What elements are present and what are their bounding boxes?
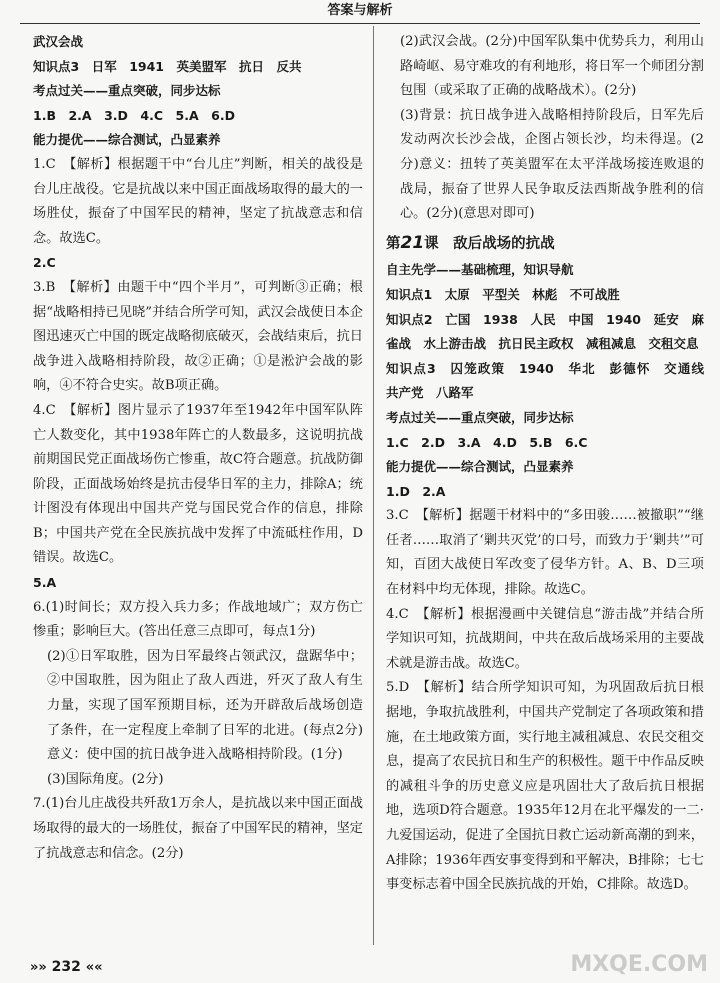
paragraph: 知识点1 太原 平型关 林彪 不可战胜 — [386, 286, 620, 302]
page-footer — [30, 959, 103, 975]
paragraph: 1.C 【解析】根据题干中“台儿庄”判断，相关的战役是台儿庄战役。它是抗战以来中国正面战场取得的最大的一场胜仗，振奋了中国军民的精神，坚定了抗战意志和信念。故选C。 — [33, 156, 363, 246]
page-header — [0, 0, 720, 24]
paragraph: (2)武汉会战。(2分)中国军队集中优势兵力，利用山路崎岖、易守难攻的有利地形，将日军一个师团分割包围（或采取了正确的战略战术）。(2分) — [400, 34, 704, 99]
paragraph: 知识点3 囚笼政策 1940 华北 彭德怀 交通线 共产党 八路军 — [386, 360, 717, 401]
paragraph: 1.C 2.D 3.A 4.D 5.B 6.C — [386, 434, 588, 450]
lesson-number: 21 — [400, 232, 425, 253]
paragraph: 知识点3 日军 1941 英美盟军 抗日 反共 — [33, 58, 302, 74]
right-column — [386, 30, 717, 898]
paragraph: 1.D 2.A — [386, 483, 446, 499]
column-divider — [373, 26, 374, 945]
left-column — [33, 30, 363, 866]
paragraph: (3)国际角度。(2分) — [47, 771, 164, 787]
paragraph: 3.C 【解析】据题干材料中的“多田骏……被撤职”“继任者……取消了‘剿共灭党’的口号，而致力于‘剿共’”可知，百团大战使日军改变了侵华方针。A、B、D三项在材料中均无体现，排除。故选C。 — [386, 508, 704, 598]
header-rule — [20, 23, 700, 24]
lesson-suffix: 课 敌后战场的抗战 — [424, 235, 555, 252]
watermark: MXQE.COM — [570, 952, 708, 977]
paragraph: 武汉会战 — [33, 34, 84, 49]
footer-right-arrows: «« — [85, 960, 103, 975]
paragraph: (2)①日军取胜，因为日军最终占领武汉，盘踞华中；②中国取胜，因为阻止了敌人西进，歼灭了敌人有生力量，实现了国军预期目标，还为开辟敌后战场创造了条件，在一定程度上牵制了日军的北进。(每点2分)意义：使中国的抗日战争进入战略相持阶段。(1分) — [47, 648, 363, 763]
paragraph: 4.C 【解析】图片显示了1937年至1942年中国军队阵亡人数变化，其中1938年阵亡的人数最多，这说明抗战前期国民党正面战场伤亡惨重，故C符合题意。抗战防御阶段，正面战场始终是抗击侵华日军的主力，排除A；统计图没有体现出中国共产党与国民党合作的信息，排除B；中国共产党在全民族抗战中发挥了中流砥柱作用，D错误。故选C。 — [33, 402, 363, 566]
paragraph: 5.D 【解析】结合所学知识可知，为巩固敌后抗日根据地，争取抗战胜利，中国共产党制定了各项政策和措施，在土地政策方面，实行地主减租减息、农民交租交息，提高了农民抗日和生产的积极性。题干中作品反映的减租斗争的历史意义应是巩固壮大了敌后抗日根据地，选项D符合题意。1935年12月在北平爆发的一二·九爱国运动，促进了全国抗日救亡运动新高潮的到来，A排除；1936年西安事变得到和平解决，B排除；七七事变标志着中国全民族抗战的开始，C排除。故选D。 — [386, 680, 704, 893]
paragraph: 能力提优——综合测试，凸显素养 — [386, 459, 574, 475]
right-bottom-block — [386, 258, 717, 897]
paragraph: 3.B 【解析】由题干中“四个半月”，可判断③正确；根据“战略相持已见晓”并结合所学可知，武汉会战使日本企图迅速灭亡中国的既定战略彻底破灭，会战结束后，抗日战争进入战略相持阶段，故②正确；①是淞沪会战的影响，④不符合史实。故B项正确。 — [33, 279, 363, 394]
lesson-title — [386, 231, 704, 257]
paragraph: 6.(1)时间长；双方投入兵力多；作战地域广；双方伤亡惨重；影响巨大。(答出任意三点即可，每点1分) — [33, 599, 363, 640]
paragraph: 4.C 【解析】根据漫画中关键信息“游击战”并结合所学知识可知，抗战期间，中共在敌后战场采用的主要战术就是游击战。故选C。 — [386, 606, 704, 671]
paragraph: 考点过关——重点突破，同步达标 — [33, 83, 221, 99]
paragraph: 知识点2 亡国 1938 人民 中国 1940 延安 麻雀战 水上游击战 抗日民主政权 减租减息 交租交息 — [386, 311, 704, 352]
header-title: 答案与解析 — [327, 3, 393, 18]
paragraph: 能力提优——综合测试，凸显素养 — [33, 132, 221, 148]
right-top-block — [386, 30, 704, 227]
paragraph: 7.(1)台儿庄战役共歼敌1万余人，是抗战以来中国正面战场取得的最大的一场胜仗，振奋了中国军民的精神，坚定了抗战意志和信念。(2分) — [33, 796, 363, 861]
footer-left-arrows: »» — [30, 960, 47, 975]
paragraph: 1.B 2.A 3.D 4.C 5.A 6.D — [33, 107, 235, 123]
paragraph: 考点过关——重点突破，同步达标 — [386, 409, 574, 425]
page-number: 232 — [51, 959, 81, 975]
lesson-prefix: 第 — [386, 235, 401, 252]
paragraph: 自主先学——基础梳理，知识导航 — [386, 262, 574, 278]
paragraph: 5.A — [33, 575, 57, 591]
paragraph: (3)背景：抗日战争进入战略相持阶段后，日军先后发动两次长沙会战，企图占领长沙，均未得逞。(2分)意义：扭转了英美盟军在太平洋战场接连败退的战局，振奋了世界人民争取反法西斯战争胜利的信心。(2分)(意思对即可) — [400, 107, 704, 222]
paragraph: 2.C — [33, 255, 56, 271]
